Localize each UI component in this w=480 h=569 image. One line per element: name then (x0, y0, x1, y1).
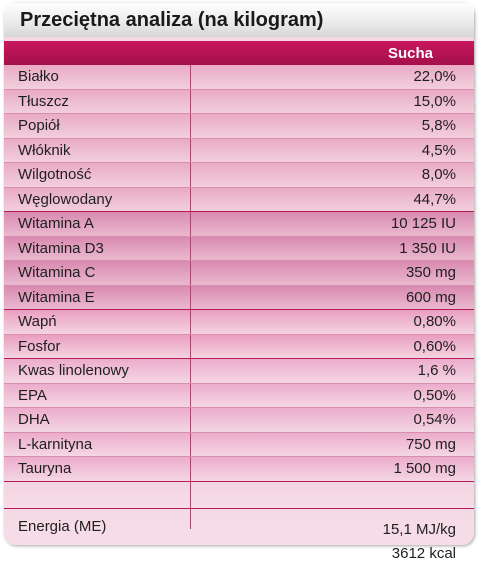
table-row (4, 384, 474, 409)
row-label: Witamina E (4, 286, 191, 310)
table-row (4, 433, 474, 458)
row-value: 1 350 IU (399, 239, 456, 257)
row-value: 0,60% (413, 337, 456, 355)
row-value: 350 mg (405, 264, 456, 282)
row-value: 0,80% (413, 313, 456, 331)
row-label: Wapń (4, 310, 191, 334)
row-value: 22,0% (413, 68, 456, 86)
energy-row (4, 509, 474, 569)
row-label: Tłuszcz (4, 90, 191, 114)
table-row (4, 310, 474, 335)
row-value: 15,0% (413, 92, 456, 110)
row-value: 5,8% (421, 117, 456, 135)
row-value: 0,50% (413, 386, 456, 404)
row-label: Włóknik (4, 139, 191, 163)
table-row (4, 90, 474, 115)
row-group (4, 212, 474, 310)
row-label: Fosfor (4, 335, 191, 359)
table-row (4, 457, 474, 482)
table-row (4, 114, 474, 139)
table-row (4, 261, 474, 286)
row-value: 1,6 % (417, 362, 456, 380)
row-value: 8,0% (421, 166, 456, 184)
row-label: L-karnityna (4, 433, 191, 457)
row-label: Witamina A (4, 212, 191, 236)
table-row (4, 163, 474, 188)
table-row (4, 212, 474, 237)
table-row (4, 286, 474, 311)
row-value: 10 125 IU (390, 215, 456, 233)
table-row (4, 65, 474, 90)
row-label: Wilgotność (4, 163, 191, 187)
table-row (4, 408, 474, 433)
row-group (4, 65, 474, 212)
row-group (4, 359, 474, 482)
table-row (4, 335, 474, 360)
energy-value-kcal: 3612 kcal (391, 544, 456, 562)
analysis-card (4, 3, 474, 562)
row-label: Popiół (4, 114, 191, 138)
row-value: 0,54% (413, 411, 456, 429)
row-value: 750 mg (405, 435, 456, 453)
row-label: Węglowodany (4, 188, 191, 212)
row-group (4, 310, 474, 359)
analysis-table (4, 65, 474, 482)
row-label: Białko (4, 65, 191, 89)
row-label: Kwas linolenowy (4, 359, 191, 383)
row-label: Tauryna (4, 457, 191, 481)
column-header-bar (4, 41, 474, 65)
table-row (4, 237, 474, 262)
energy-label: Energia (ME) (4, 509, 191, 529)
row-label: Witamina D3 (4, 237, 191, 261)
energy-value-mj: 15,1 MJ/kg (382, 520, 456, 538)
table-row (4, 139, 474, 164)
row-label: Witamina C (4, 261, 191, 285)
row-value: 4,5% (421, 141, 456, 159)
row-label: DHA (4, 408, 191, 432)
empty-row (4, 482, 474, 509)
column-header-sucha: Sucha (388, 44, 434, 62)
table-row (4, 359, 474, 384)
row-value: 44,7% (413, 190, 456, 208)
table-row (4, 188, 474, 213)
row-label: EPA (4, 384, 191, 408)
card-title: Przeciętna analiza (na kilogram) (4, 3, 474, 37)
row-value: 600 mg (405, 288, 456, 306)
row-value: 1 500 mg (393, 460, 456, 478)
